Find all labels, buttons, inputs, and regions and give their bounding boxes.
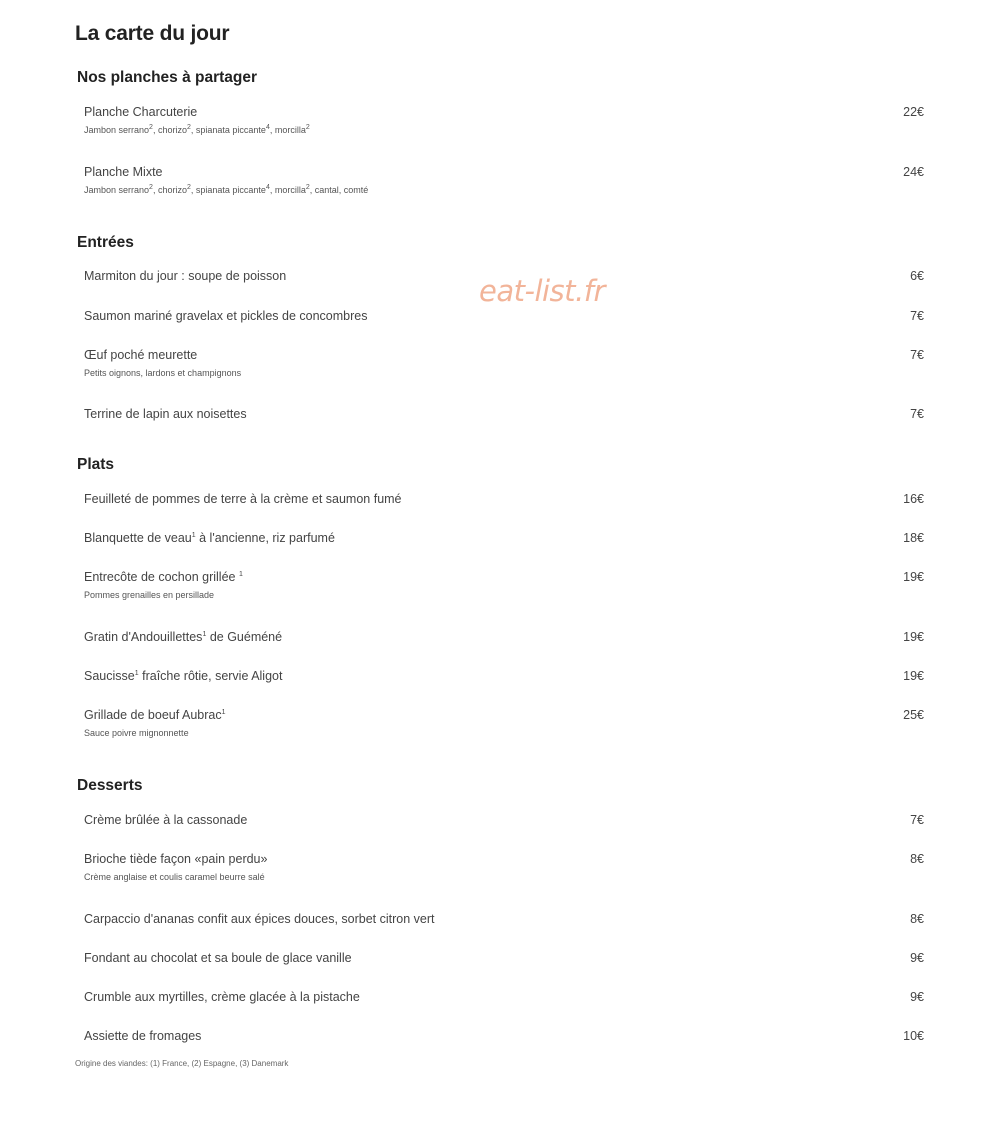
menu-item-price: 24€: [903, 165, 924, 179]
menu-item-name: Gratin d'Andouillettes$^1$ de Guéméné: [84, 630, 283, 644]
menu-item-name: Entrecôte de cochon grillée $^1$: [84, 570, 243, 584]
origin-footnote-marker: 2: [149, 184, 153, 191]
origin-footnote-marker: 1: [134, 669, 139, 677]
menu-item: [84, 569, 924, 601]
menu-item-price: 8€: [910, 852, 924, 866]
menu-item: [84, 1028, 924, 1044]
menu-item-name: Crème brûlée à la cassonade: [84, 813, 248, 827]
meat-origin-footnote: Origine des viandes: (1) France, (2) Espagne, (3) Danemark: [75, 1059, 289, 1068]
menu-item-price: 9€: [910, 990, 924, 1004]
watermark: eat-list.fr: [479, 274, 605, 308]
menu-item: [84, 989, 924, 1005]
menu-item-price: 7€: [910, 348, 924, 362]
origin-footnote-marker: 2: [305, 184, 310, 191]
menu-item-name: Planche Mixte: [84, 165, 163, 179]
menu-item: [84, 950, 924, 966]
menu-item: [84, 851, 924, 883]
menu-item-name: Saumon mariné gravelax et pickles de concombres: [84, 309, 368, 323]
menu-item-name: Grillade de boeuf Aubrac$^1$: [84, 708, 226, 722]
menu-item-price: 7€: [910, 813, 924, 827]
page-title: La carte du jour: [75, 22, 230, 45]
menu-item-description: Jambon serrano$^2$, chorizo$^2$, spianata piccante$^4$, morcilla$^2$, cantal, comté: [84, 184, 369, 195]
menu-item-price: 7€: [910, 309, 924, 323]
menu-item: [84, 812, 924, 828]
menu-item: [84, 668, 924, 684]
origin-footnote-marker: 4: [265, 184, 270, 191]
menu-item: [84, 104, 924, 136]
menu-item: [84, 347, 924, 379]
menu-item-price: 9€: [910, 951, 924, 965]
section-title: Nos planches à partager: [77, 69, 258, 86]
menu-item-description: Jambon serrano$^2$, chorizo$^2$, spianata piccante$^4$, morcilla$^2$: [84, 124, 310, 135]
menu-item-price: 16€: [903, 492, 924, 506]
menu-item-name: Saucisse$^1$ fraîche rôtie, servie Aligot: [84, 669, 283, 683]
origin-footnote-marker: 2: [186, 184, 191, 191]
menu-item-description: Petits oignons, lardons et champignons: [84, 368, 242, 378]
menu-item-name: Planche Charcuterie: [84, 105, 198, 119]
section-title: Plats: [77, 456, 115, 473]
menu-item-price: 6€: [910, 269, 924, 283]
menu-item-name: Blanquette de veau$^1$ à l'ancienne, riz parfumé: [84, 531, 335, 545]
origin-footnote-marker: 1: [221, 708, 226, 716]
menu-item-price: 8€: [910, 912, 924, 926]
menu-item-price: 19€: [903, 669, 924, 683]
menu-item-name: Carpaccio d'ananas confit aux épices douces, sorbet citron vert: [84, 912, 435, 926]
menu-item-description: Sauce poivre mignonnette: [84, 728, 189, 738]
menu-item-price: 22€: [903, 105, 924, 119]
origin-footnote-marker: 1: [202, 630, 207, 638]
menu-item-name: Fondant au chocolat et sa boule de glace vanille: [84, 951, 352, 965]
origin-footnote-marker: 2: [149, 124, 153, 131]
menu-item: [84, 308, 924, 324]
menu-item-price: 7€: [910, 407, 924, 421]
origin-footnote-marker: 2: [186, 124, 191, 131]
origin-footnote-marker: 2: [305, 124, 310, 131]
menu-item-price: 19€: [903, 630, 924, 644]
menu-item-name: Feuilleté de pommes de terre à la crème et saumon fumé: [84, 492, 402, 506]
menu-item-name: Crumble aux myrtilles, crème glacée à la pistache: [84, 990, 360, 1004]
menu-item: [84, 911, 924, 927]
menu-item: [84, 164, 924, 196]
menu-item-price: 10€: [903, 1029, 924, 1043]
menu-item-description: Pommes grenailles en persillade: [84, 590, 215, 600]
menu-item: [84, 707, 924, 739]
menu-item: [84, 629, 924, 645]
menu-item-name: Terrine de lapin aux noisettes: [84, 407, 247, 421]
origin-footnote-marker: 1: [191, 531, 196, 539]
origin-footnote-marker: 4: [265, 124, 270, 131]
section-title: Desserts: [77, 777, 143, 794]
menu-item-price: 25€: [903, 708, 924, 722]
menu-item-name: Marmiton du jour : soupe de poisson: [84, 269, 287, 283]
menu-item: [84, 268, 924, 284]
origin-footnote-marker: 1: [238, 570, 243, 578]
section-title: Entrées: [77, 234, 134, 251]
menu-item-price: 19€: [903, 570, 924, 584]
menu-item-price: 18€: [903, 531, 924, 545]
menu-item: [84, 491, 924, 507]
menu-item: [84, 530, 924, 546]
menu-item-description: Crème anglaise et coulis caramel beurre salé: [84, 872, 265, 882]
menu-item: [84, 406, 924, 422]
menu-item-name: Brioche tiède façon «pain perdu»: [84, 852, 268, 866]
menu-item-name: Assiette de fromages: [84, 1029, 202, 1043]
menu-item-name: Œuf poché meurette: [84, 348, 198, 362]
